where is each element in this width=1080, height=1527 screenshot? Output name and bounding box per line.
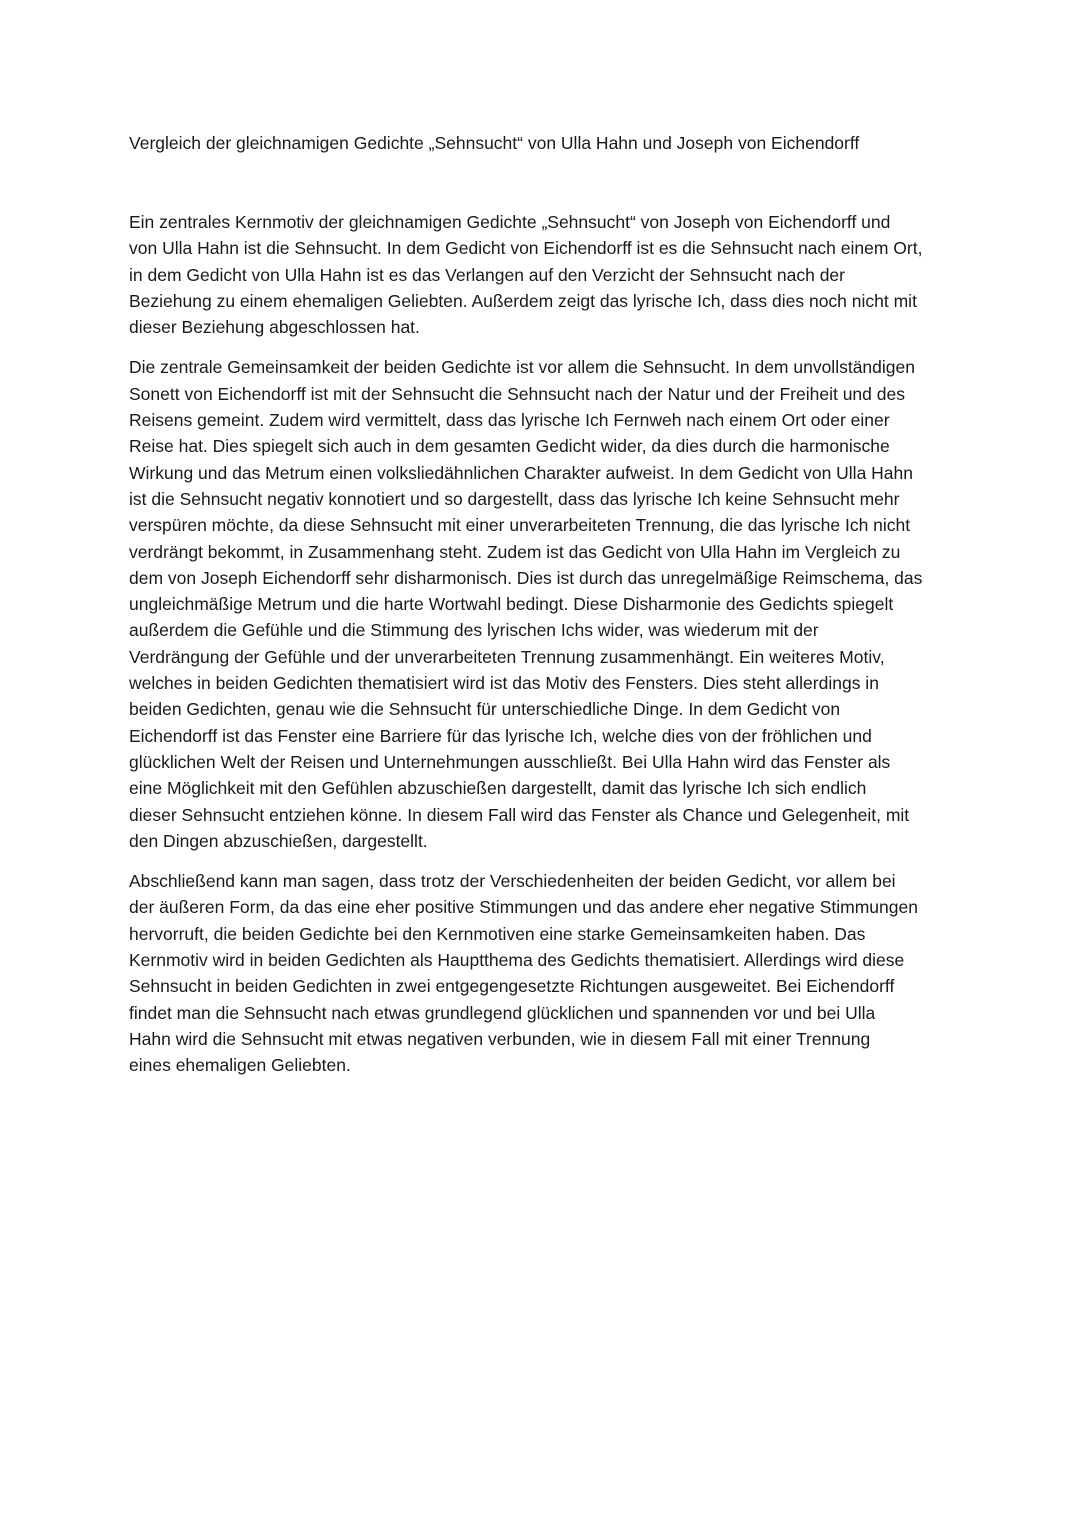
paragraph-comparison	[129, 354, 957, 854]
paragraph-line: Sehnsucht in beiden Gedichten in zwei entgegengesetzte Richtungen ausgeweitet. Bei Eichendorff	[129, 976, 895, 997]
paragraph-line: hervorruft, die beiden Gedichte bei den Kernmotiven eine starke Gemeinsamkeiten haben. Das	[129, 923, 866, 944]
document-body	[129, 209, 957, 1093]
paragraph-line: Abschließend kann man sagen, dass trotz der Verschiedenheiten der beiden Gedicht, vor allem bei	[129, 871, 896, 892]
paragraph-line: dieser Sehnsucht entziehen könne. In diesem Fall wird das Fenster als Chance und Gelegenheit, mit	[129, 804, 910, 825]
paragraph-line: eines ehemaligen Geliebten.	[129, 1055, 351, 1076]
paragraph-conclusion	[129, 868, 957, 1078]
paragraph-line: Eichendorff ist das Fenster eine Barriere für das lyrische Ich, welche dies von der fröhlichen und	[129, 725, 872, 746]
paragraph-line: eine Möglichkeit mit den Gefühlen abzuschießen dargestellt, damit das lyrische Ich sich endlich	[129, 778, 867, 799]
paragraph-line: Ein zentrales Kernmotiv der gleichnamigen Gedichte „Sehnsucht“ von Joseph von Eichendorff und	[129, 212, 891, 232]
paragraph-line: verdrängt bekommt, in Zusammenhang steht. Zudem ist das Gedicht von Ulla Hahn im Vergleich zu	[129, 541, 901, 562]
paragraph-line: Kernmotiv wird in beiden Gedichten als Hauptthema des Gedichts thematisiert. Allerdings wird diese	[129, 950, 905, 971]
paragraph-line: ungleichmäßige Metrum und die harte Wortwahl bedingt. Diese Disharmonie des Gedichts spiegelt	[129, 594, 894, 615]
paragraph-line: Verdrängung der Gefühle und der unverarbeiteten Trennung zusammenhängt. Ein weiteres Motiv,	[129, 646, 885, 667]
paragraph-line: Reisens gemeint. Zudem wird vermittelt, dass das lyrische Ich Fernweh nach einem Ort oder einer	[129, 410, 890, 431]
paragraph-line: welches in beiden Gedichten thematisiert wird ist das Motiv des Fensters. Dies steht allerdings in	[129, 673, 879, 694]
paragraph-line: findet man die Sehnsucht nach etwas grundlegend glücklichen und spannenden vor und bei Ulla	[129, 1002, 876, 1023]
paragraph-line: von Ulla Hahn ist die Sehnsucht. In dem Gedicht von Eichendorff ist es die Sehnsucht nach einem Ort,	[129, 238, 923, 259]
paragraph-line: Hahn wird die Sehnsucht mit etwas negativen verbunden, wie in diesem Fall mit einer Trennung	[129, 1028, 871, 1049]
document-title: Vergleich der gleichnamigen Gedichte „Sehnsucht“ von Ulla Hahn und Joseph von Eichendorff	[129, 133, 860, 153]
paragraph-line: den Dingen abzuschießen, dargestellt.	[129, 830, 428, 851]
paragraph-line: glücklichen Welt der Reisen und Unternehmungen ausschließt. Bei Ulla Hahn wird das Fenster als	[129, 751, 891, 772]
paragraph-line: in dem Gedicht von Ulla Hahn ist es das Verlangen auf den Verzicht der Sehnsucht nach der	[129, 264, 845, 285]
paragraph-line: beiden Gedichten, genau wie die Sehnsucht für unterschiedliche Dinge. In dem Gedicht von	[129, 699, 841, 720]
paragraph-line: ist die Sehnsucht negativ konnotiert und so dargestellt, dass das lyrische Ich keine Sehnsucht mehr	[129, 488, 900, 509]
paragraph-line: der äußeren Form, da das eine eher positive Stimmungen und das andere eher negative Stimmungen	[129, 897, 918, 918]
paragraph-line: dieser Beziehung abgeschlossen hat.	[129, 317, 420, 338]
paragraph-line: Wirkung und das Metrum einen volksliedähnlichen Charakter aufweist. In dem Gedicht von Ulla Hahn	[129, 462, 914, 483]
paragraph-line: außerdem die Gefühle und die Stimmung des lyrischen Ichs wider, was wiederum mit der	[129, 620, 819, 641]
paragraph-line: verspüren möchte, da diese Sehnsucht mit einer unverarbeiteten Trennung, die das lyrische Ich nicht	[129, 515, 911, 536]
paragraph-line: Die zentrale Gemeinsamkeit der beiden Gedichte ist vor allem die Sehnsucht. In dem unvollständigen	[129, 357, 915, 378]
paragraph-line: Reise hat. Dies spiegelt sich auch in dem gesamten Gedicht wider, da dies durch die harmonische	[129, 436, 890, 457]
paragraph-introduction	[129, 209, 957, 340]
paragraph-line: dem von Joseph Eichendorff sehr disharmonisch. Dies ist durch das unregelmäßige Reimschema, das	[129, 567, 923, 588]
paragraph-line: Sonett von Eichendorff ist mit der Sehnsucht die Sehnsucht nach der Natur und der Freiheit und des	[129, 383, 905, 404]
paragraph-line: Beziehung zu einem ehemaligen Geliebten. Außerdem zeigt das lyrische Ich, dass dies noch nicht mit	[129, 290, 917, 311]
